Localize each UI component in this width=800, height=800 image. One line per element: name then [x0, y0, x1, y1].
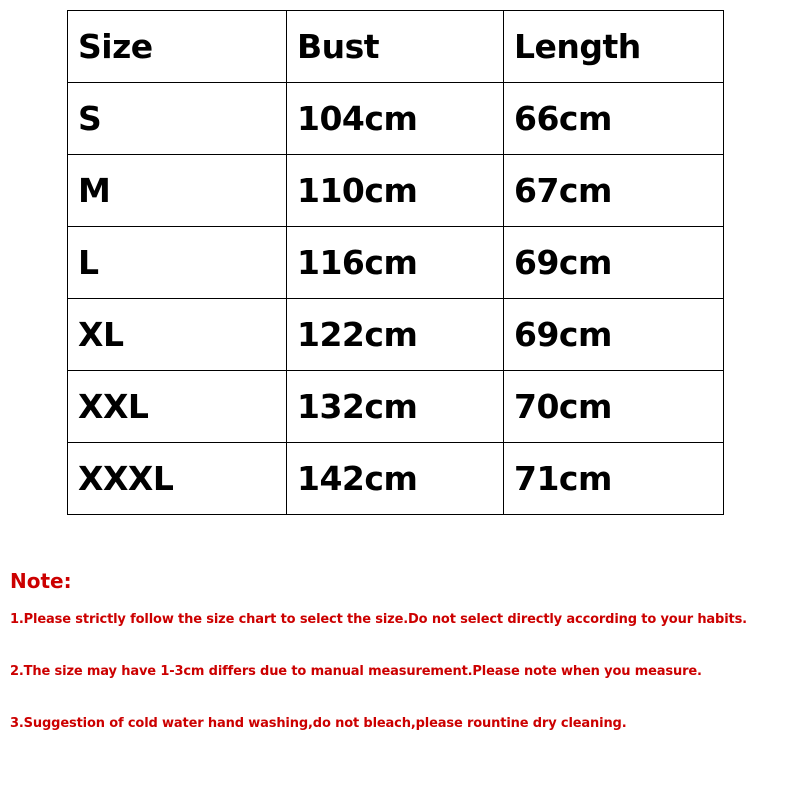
length-cell: 67cm: [504, 155, 724, 227]
note-title: Note:: [10, 569, 72, 593]
length-cell: 66cm: [504, 83, 724, 155]
note-item-3: 3.Suggestion of cold water hand washing,do not bleach,please rountine dry cleaning.: [10, 716, 627, 731]
header-length: Length: [504, 11, 724, 83]
length-cell: 70cm: [504, 371, 724, 443]
bust-cell: 122cm: [287, 299, 504, 371]
table-row: [68, 371, 724, 443]
bust-cell: 142cm: [287, 443, 504, 515]
length-cell: 71cm: [504, 443, 724, 515]
size-chart-table: [67, 10, 724, 515]
length-cell: 69cm: [504, 299, 724, 371]
size-cell: S: [68, 83, 287, 155]
size-cell: XL: [68, 299, 287, 371]
size-cell: XXL: [68, 371, 287, 443]
table-row: [68, 299, 724, 371]
header-bust: Bust: [287, 11, 504, 83]
bust-cell: 104cm: [287, 83, 504, 155]
table-row: [68, 443, 724, 515]
note-section: [10, 567, 795, 767]
bust-cell: 116cm: [287, 227, 504, 299]
bust-cell: 110cm: [287, 155, 504, 227]
header-size: Size: [68, 11, 287, 83]
table-row: [68, 83, 724, 155]
size-cell: L: [68, 227, 287, 299]
table-row: [68, 155, 724, 227]
table-header-row: [68, 11, 724, 83]
note-item-1: 1.Please strictly follow the size chart to select the size.Do not select directly according to your habits.: [10, 612, 747, 627]
size-cell: M: [68, 155, 287, 227]
bust-cell: 132cm: [287, 371, 504, 443]
length-cell: 69cm: [504, 227, 724, 299]
table-row: [68, 227, 724, 299]
note-item-2: 2.The size may have 1-3cm differs due to manual measurement.Please note when you measure.: [10, 664, 702, 679]
size-cell: XXXL: [68, 443, 287, 515]
